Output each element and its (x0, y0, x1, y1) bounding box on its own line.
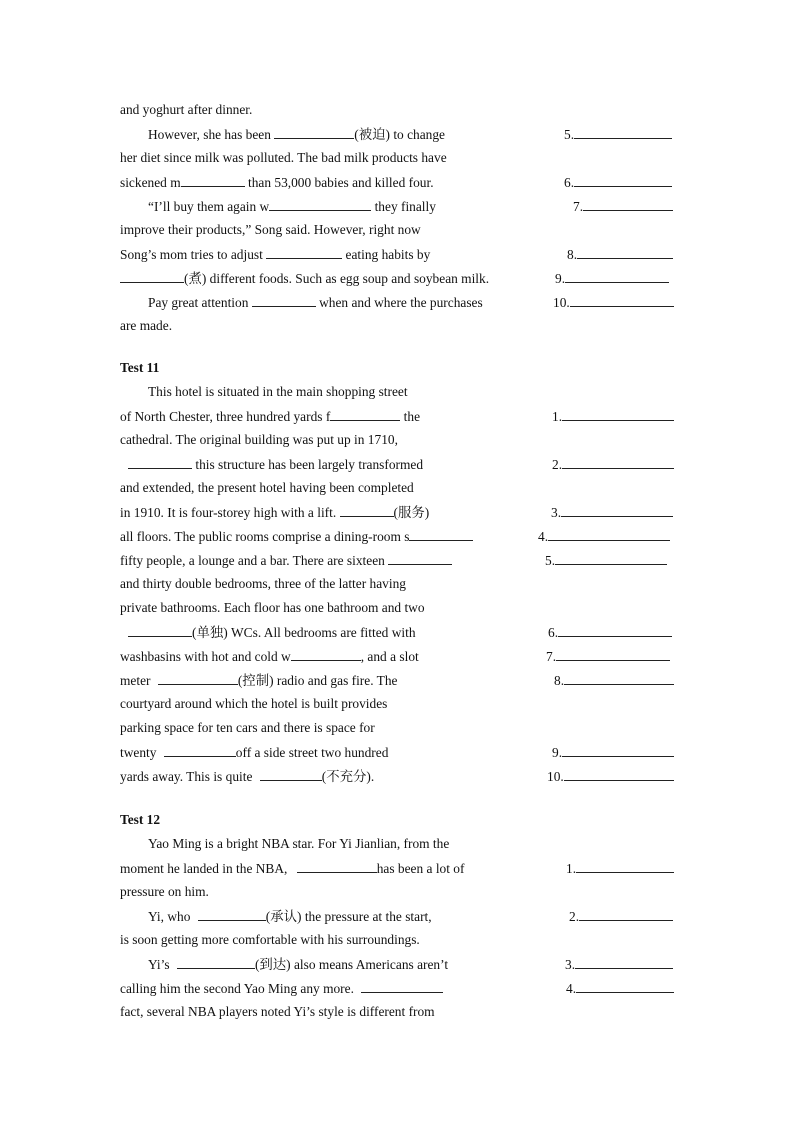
text-line: are made. (120, 318, 173, 333)
text-line: courtyard around which the hotel is built provides (120, 696, 388, 711)
text-line: (煮) different foods. Such as egg soup and soybean milk. (120, 270, 489, 287)
blank[interactable] (164, 744, 236, 757)
text-line: meter (控制) radio and gas fire. The (120, 673, 398, 688)
text-line: pressure on him. (120, 884, 209, 899)
text-line: Song’s mom tries to adjust eating habits by (120, 247, 431, 262)
blank[interactable] (269, 198, 371, 211)
blank[interactable] (330, 408, 400, 421)
answer-line: 10. (547, 768, 674, 785)
answer-line: 1. (552, 408, 674, 425)
answer-blank[interactable] (574, 174, 672, 187)
blank[interactable] (409, 528, 473, 541)
text-line: washbasins with hot and cold w , and a slot (120, 649, 419, 664)
answer-line: 3. (551, 504, 673, 521)
answer-blank[interactable] (576, 860, 674, 873)
answer-line: 5. (564, 126, 672, 143)
answer-line: 1. (566, 860, 674, 877)
blank[interactable] (260, 768, 322, 781)
blank[interactable] (128, 456, 192, 469)
answer-line: 10. (553, 294, 674, 311)
answer-blank[interactable] (564, 768, 674, 781)
text-line: (单独) WCs. All bedrooms are fitted with (128, 624, 416, 641)
answer-blank[interactable] (555, 552, 667, 565)
answer-blank[interactable] (561, 504, 673, 517)
text-line: and thirty double bedrooms, three of the latter having (120, 576, 406, 591)
blank[interactable] (252, 294, 316, 307)
blank[interactable] (291, 648, 361, 661)
answer-blank[interactable] (562, 408, 674, 421)
text-line: all floors. The public rooms comprise a dining-room s (120, 528, 473, 545)
text-line: in 1910. It is four-storey high with a lift. (服务) (120, 505, 430, 520)
answer-blank[interactable] (579, 908, 673, 921)
answer-blank[interactable] (556, 648, 670, 661)
blank[interactable] (361, 980, 443, 993)
answer-blank[interactable] (562, 744, 674, 757)
answer-blank[interactable] (564, 672, 674, 685)
answer-line: 4. (566, 980, 674, 997)
answer-line: 6. (564, 174, 672, 191)
answer-blank[interactable] (562, 456, 674, 469)
text-line: “I’ll buy them again w they finally (148, 199, 436, 214)
text-line: and yoghurt after dinner. (120, 102, 253, 117)
blank[interactable] (120, 270, 184, 283)
answer-blank[interactable] (583, 198, 673, 211)
answer-blank[interactable] (548, 528, 670, 541)
text-line: sickened m than 53,000 babies and killed four. (120, 175, 434, 190)
answer-blank[interactable] (577, 246, 673, 259)
text-line: private bathrooms. Each floor has one bathroom and two (120, 600, 425, 615)
answer-blank[interactable] (576, 980, 674, 993)
text-line: Pay great attention when and where the purchases (148, 295, 483, 310)
text-line: parking space for ten cars and there is space for (120, 720, 375, 735)
text-line: cathedral. The original building was put up in 1710, (120, 432, 398, 447)
text-line: this structure has been largely transformed (128, 456, 423, 473)
answer-line: 7. (546, 648, 670, 665)
text-line: This hotel is situated in the main shopping street (148, 384, 408, 399)
text-line: improve their products,” Song said. However, right now (120, 222, 421, 237)
answer-blank[interactable] (570, 294, 674, 307)
text-line: Yi’s (到达) also means Americans aren’t (148, 957, 449, 972)
answer-line: 8. (554, 672, 674, 689)
answer-blank[interactable] (558, 624, 672, 637)
text-line: However, she has been (被迫) to change (148, 127, 445, 142)
answer-line: 5. (545, 552, 667, 569)
answer-line: 8. (567, 246, 673, 263)
blank[interactable] (158, 672, 238, 685)
text-line: is soon getting more comfortable with his surroundings. (120, 932, 420, 947)
text-line: fifty people, a lounge and a bar. There are sixteen (120, 552, 452, 569)
blank[interactable] (181, 174, 245, 187)
answer-line: 7. (573, 198, 673, 215)
text-line: of North Chester, three hundred yards f the (120, 409, 421, 424)
answer-line: 6. (548, 624, 672, 641)
answer-line: 2. (552, 456, 674, 473)
answer-blank[interactable] (565, 270, 669, 283)
text-line: her diet since milk was polluted. The bad milk products have (120, 150, 447, 165)
text-line: Yi, who (承认) the pressure at the start, (148, 909, 432, 924)
answer-blank[interactable] (575, 956, 673, 969)
answer-line: 2. (569, 908, 673, 925)
blank[interactable] (297, 860, 377, 873)
blank[interactable] (274, 126, 354, 139)
text-line: fact, several NBA players noted Yi’s style is different from (120, 1004, 435, 1019)
blank[interactable] (340, 504, 394, 517)
answer-blank[interactable] (574, 126, 672, 139)
blank[interactable] (128, 624, 192, 637)
text-line: moment he landed in the NBA, has been a lot of (120, 861, 465, 876)
text-line: yards away. This is quite (不充分). (120, 769, 375, 784)
blank[interactable] (177, 956, 255, 969)
answer-line: 9. (555, 270, 669, 287)
answer-line: 4. (538, 528, 670, 545)
answer-line: 3. (565, 956, 673, 973)
text-line: Yao Ming is a bright NBA star. For Yi Jianlian, from the (148, 836, 450, 851)
text-line: twenty off a side street two hundred (120, 745, 389, 760)
blank[interactable] (388, 552, 452, 565)
blank[interactable] (266, 246, 342, 259)
section-heading: Test 12 (120, 812, 161, 827)
blank[interactable] (198, 908, 266, 921)
text-line: and extended, the present hotel having been completed (120, 480, 414, 495)
text-line: calling him the second Yao Ming any more. (120, 980, 443, 997)
section-heading: Test 11 (120, 360, 160, 375)
answer-line: 9. (552, 744, 674, 761)
